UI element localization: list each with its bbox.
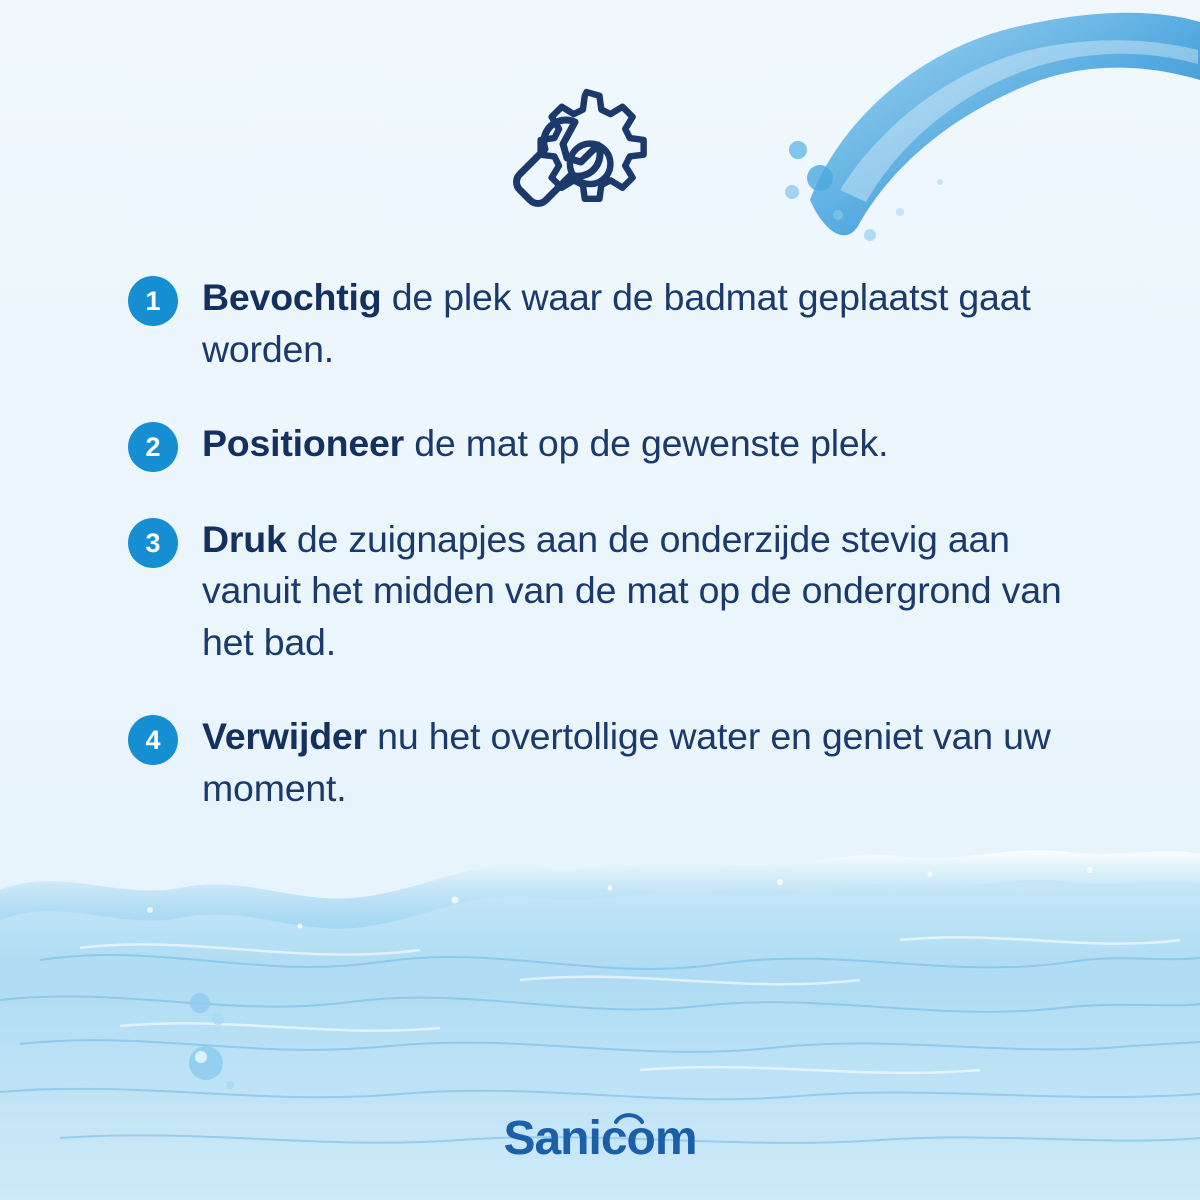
step-number-badge: 4 [128, 715, 178, 765]
step-rest: nu het overtollige water en geniet van uw moment. [202, 714, 1051, 809]
step-rest: de zuignapjes aan de onderzijde stevig aan vanuit het midden van de mat op de ondergrond van het bad. [202, 517, 1062, 663]
water-splash-decoration [780, 0, 1200, 290]
step-lead: Druk [202, 517, 287, 560]
step-number-badge: 2 [128, 422, 178, 472]
list-item [128, 711, 1118, 815]
step-rest: de plek waar de badmat geplaatst gaat worden. [202, 276, 1031, 370]
step-text [202, 272, 1107, 376]
step-number-badge: 1 [128, 276, 178, 326]
step-text [202, 418, 888, 470]
sanicom-logo [0, 1102, 1200, 1172]
gear-wrench-icon [500, 70, 660, 240]
step-text [202, 514, 1107, 669]
svg-text:Sanicom: Sanicom [503, 1112, 697, 1165]
list-item [128, 418, 1118, 472]
list-item [128, 514, 1118, 669]
step-number-badge: 3 [128, 518, 178, 568]
step-lead: Bevochtig [202, 276, 382, 318]
step-lead: Verwijder [202, 714, 367, 757]
steps-list [128, 272, 1118, 814]
list-item [128, 272, 1118, 376]
step-text [202, 711, 1107, 815]
step-lead: Positioneer [202, 421, 405, 464]
step-rest: de mat op de gewenste plek. [404, 421, 889, 464]
